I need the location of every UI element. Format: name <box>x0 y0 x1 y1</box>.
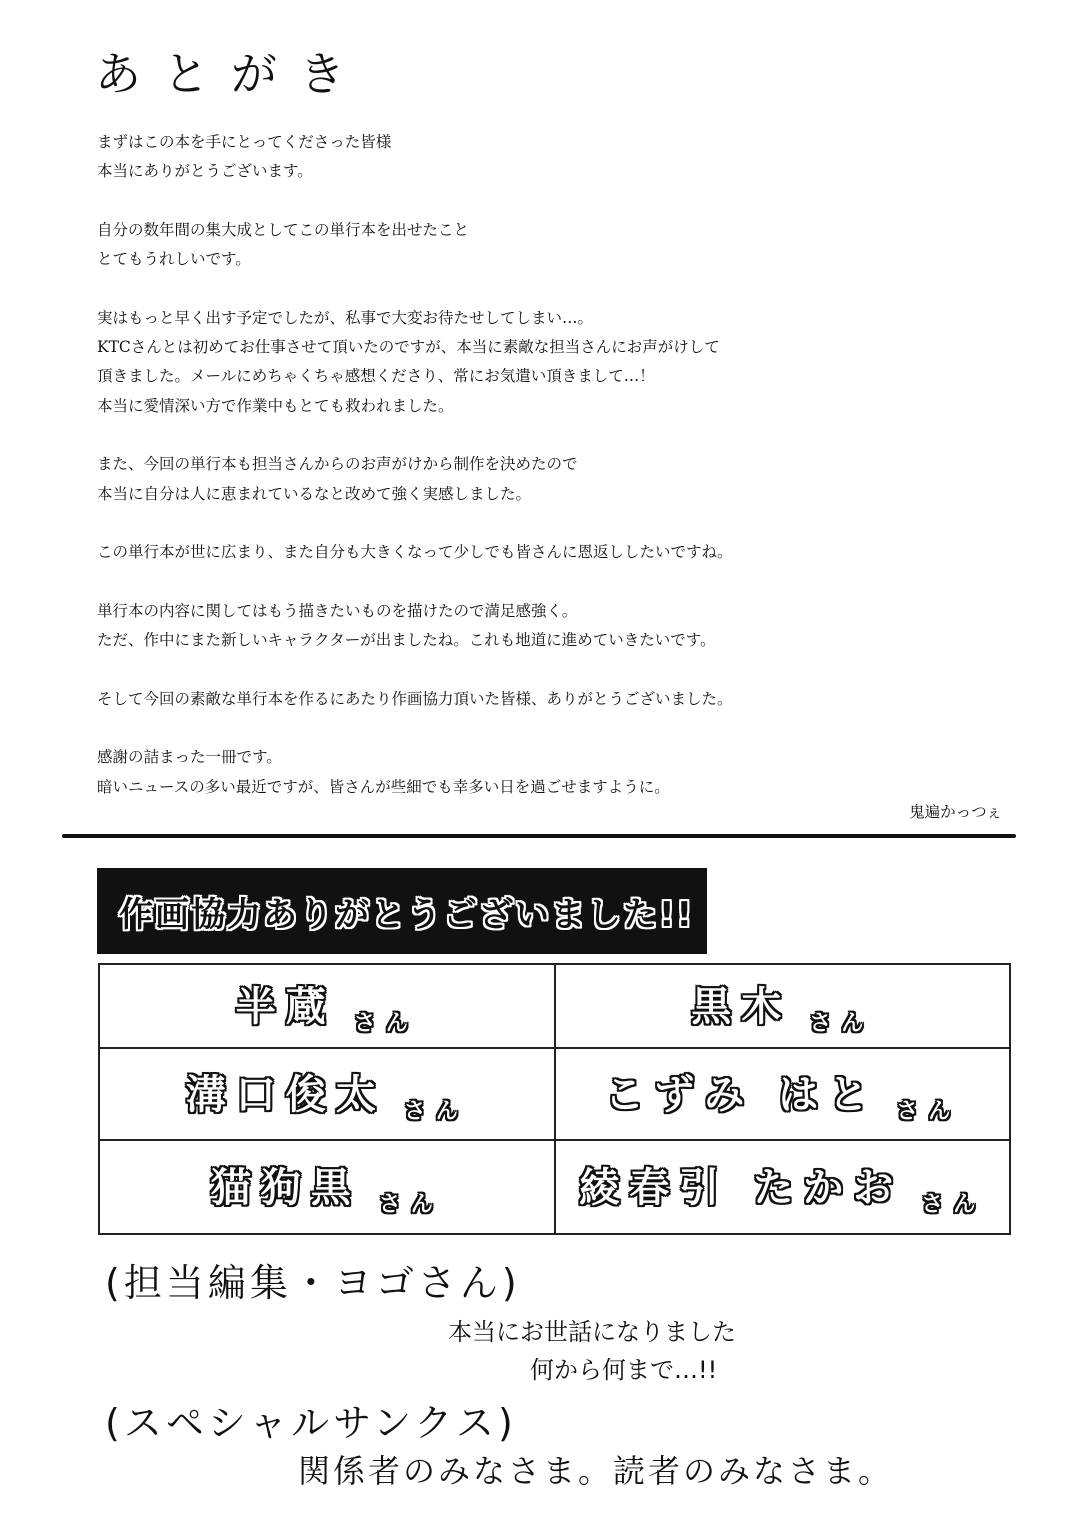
editor-message-2: 何から何まで…!! <box>530 1356 718 1384</box>
assistant-cell <box>555 964 1011 1048</box>
paragraph <box>97 538 733 567</box>
text-line: 単行本の内容に関してはもう描きたいものを描けたので満足感強く。 <box>97 601 578 620</box>
author-signature: 鬼遍かっつぇ <box>909 803 1002 821</box>
text-line: 暗いニュースの多い最近ですが、皆さんが些細でも幸多い日を過ごせますように。 <box>97 777 670 796</box>
honorific: さん <box>921 1192 986 1217</box>
text-line: とてもうれしいです。 <box>97 250 251 269</box>
text-line: KTCさんとは初めてお仕事させて頂いたのですが、本当に素敵な担当さんにお声がけして <box>97 338 720 357</box>
text-line: ただ、作中にまた新しいキャラクターが出ましたね。これも地道に進めていきたいです。 <box>97 631 716 650</box>
assistant-name: 溝口俊太 <box>185 1072 386 1118</box>
text-line: そして今回の素敵な単行本を作るにあたり作画協力頂いた皆様、ありがとうございました。 <box>97 689 733 708</box>
table-row <box>99 964 1010 1048</box>
assistant-cell <box>555 1140 1011 1234</box>
assistant-cell <box>99 1048 555 1140</box>
page-title: あとがき <box>95 47 367 101</box>
paragraph <box>97 685 733 714</box>
paragraph <box>97 304 733 421</box>
honorific: さん <box>378 1192 443 1217</box>
thanks-banner <box>97 868 707 954</box>
text-line: 本当に愛情深い方で作業中もとても救われました。 <box>97 396 454 415</box>
honorific: さん <box>809 1011 874 1036</box>
assistant-name: 猫狗黒 <box>210 1165 361 1211</box>
special-thanks-heading: (スペシャルサンクス) <box>105 1401 517 1445</box>
text-line: 実はもっと早く出す予定でしたが、私事で大変お待たせしてしまい…。 <box>97 308 594 327</box>
assistant-name: 綾春引 たかお <box>579 1165 904 1211</box>
afterword-body <box>97 128 733 831</box>
table-row <box>99 1048 1010 1140</box>
assistant-name: 半蔵 <box>235 984 336 1030</box>
paragraph <box>97 216 733 275</box>
special-thanks-message: 関係者のみなさま。読者のみなさま。 <box>298 1452 894 1490</box>
banner-text: 作画協力ありがとうございました!! <box>119 894 695 935</box>
assistant-name: こずみ はと <box>604 1072 879 1118</box>
text-line: この単行本が世に広まり、また自分も大きくなって少しでも皆さんに恩返ししたいですね。 <box>97 543 733 562</box>
honorific: さん <box>353 1011 418 1036</box>
divider <box>62 834 1016 838</box>
honorific: さん <box>896 1099 961 1124</box>
text-line: まずはこの本を手にとってくださった皆様 <box>97 133 392 151</box>
editor-message-1: 本当にお世話になりました <box>448 1318 736 1346</box>
text-line: 本当に自分は人に恵まれているなと改めて強く実感しました。 <box>97 484 532 503</box>
editor-credit: (担当編集・ヨゴさん) <box>105 1261 521 1305</box>
paragraph <box>97 597 733 656</box>
text-line: 本当にありがとうございます。 <box>97 162 313 181</box>
assistant-cell <box>555 1048 1011 1140</box>
text-line: また、今回の単行本も担当さんからのお声がけから制作を決めたので <box>97 455 578 474</box>
assistants-table <box>98 963 1011 1235</box>
assistant-cell <box>99 1140 555 1234</box>
assistant-name: 黒木 <box>691 984 792 1030</box>
paragraph <box>97 743 733 802</box>
assistant-cell <box>99 964 555 1048</box>
text-line: 感謝の詰まった一冊です。 <box>97 748 282 767</box>
text-line: 自分の数年間の集大成としてこの単行本を出せたこと <box>97 220 470 239</box>
paragraph <box>97 450 733 509</box>
table-row <box>99 1140 1010 1234</box>
honorific: さん <box>403 1099 468 1124</box>
text-line: 頂きました。メールにめちゃくちゃ感想くださり、常にお気遣い頂きまして…！ <box>97 367 655 386</box>
paragraph <box>97 128 733 187</box>
